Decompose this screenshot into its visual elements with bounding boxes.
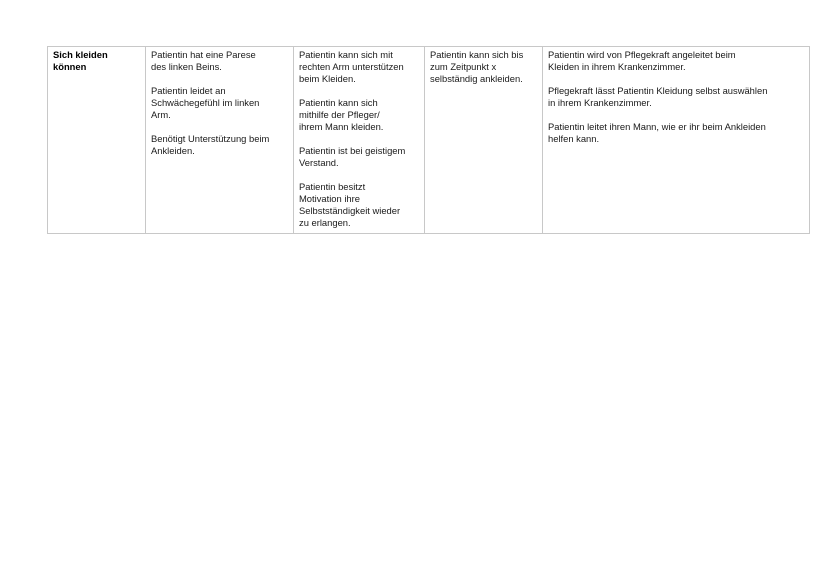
resource-text: Patientin ist bei geistigem Verstand. <box>299 145 406 168</box>
problems-cell <box>146 47 294 234</box>
measure-text: Pflegekraft lässt Patientin Kleidung selbst auswählen in ihrem Krankenzimmer. <box>548 85 768 108</box>
care-plan-table <box>47 46 810 234</box>
problem-text: Patientin leidet an Schwächegefühl im linken Arm. <box>151 85 260 120</box>
resources-cell <box>294 47 425 234</box>
measures-cell <box>543 47 810 234</box>
goals-cell <box>425 47 543 234</box>
category-label: Sich kleiden können <box>53 49 108 72</box>
goal-text: Patientin kann sich bis zum Zeitpunkt x selbständig ankleiden. <box>430 49 524 84</box>
resource-text: Patientin kann sich mithilfe der Pfleger/ ihrem Mann kleiden. <box>299 97 384 132</box>
table-row <box>48 47 810 234</box>
problem-text: Patientin hat eine Parese des linken Beins. <box>151 49 256 72</box>
resource-text: Patientin besitzt Motivation ihre Selbstständigkeit wieder zu erlangen. <box>299 181 401 228</box>
measure-text: Patientin leitet ihren Mann, wie er ihr beim Ankleiden helfen kann. <box>548 121 766 144</box>
category-cell <box>48 47 146 234</box>
measure-text: Patientin wird von Pflegekraft angeleitet beim Kleiden in ihrem Krankenzimmer. <box>548 49 736 72</box>
resource-text: Patientin kann sich mit rechten Arm unterstützen beim Kleiden. <box>299 49 404 84</box>
problem-text: Benötigt Unterstützung beim Ankleiden. <box>151 133 270 156</box>
